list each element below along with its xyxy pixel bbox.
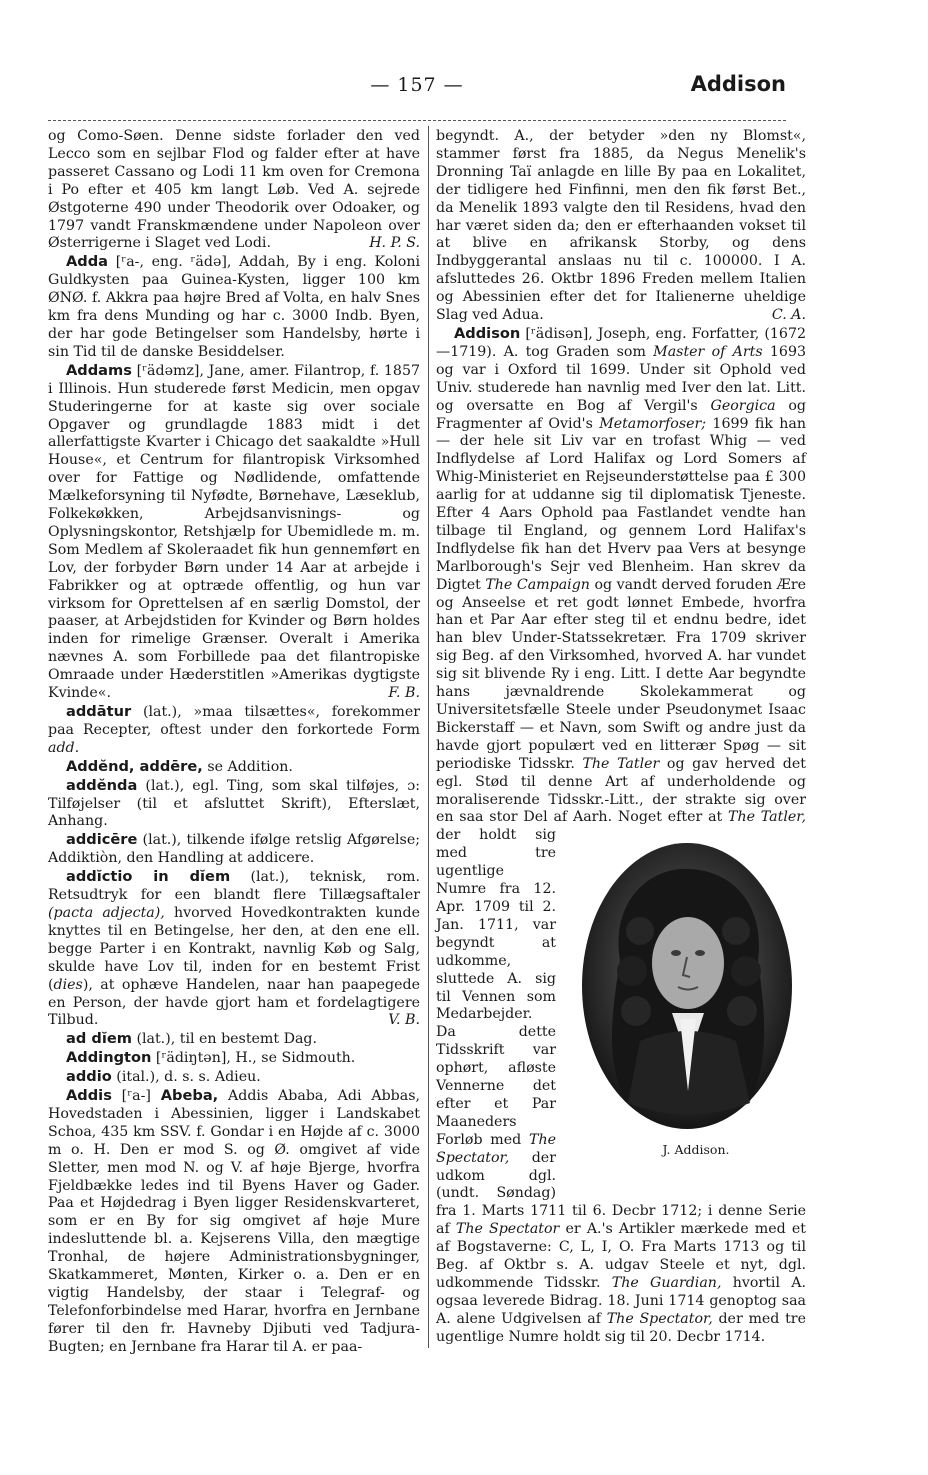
author-signature: F. B.	[388, 685, 420, 702]
left-column	[48, 128, 420, 1357]
entry-addis-abeba: Addis [ʳa-] Abeba, Addis Ababa, Adi Abbas, Hovedstaden i Abessinien, ligger i Landskabet Schoa, 435 km SSV. f. Gondar i en Højde af c. 3000 m o. H. Den er mod S. og Ø. omgivet af vide Sletter, men mod N. og V. af høje Bjerge, hvorfra Fjeldbække ledes ind til Byens Haver og Gader. Paa et Højdedrag i Byen ligger Residenskvarteret, som er en By for sig omgivet af høje Mure indesluttende bl. a. Kejserens Villa, den mægtige Tronhal, de højere Administrationsbygninger, Skatkammeret, Mønten, Kirker o. a. Den er en vigtig Handelsby, der staar i Telegraf- og Telefonforbindelse med Harar, hvorfra en Jernbane fører til den fr. Havneby Djibuti ved Tadjura-Bugten; en Jernbane fra Harar til A. er paa-	[48, 1087, 420, 1355]
header-rule	[48, 120, 786, 121]
entry-addis-abeba-continuation: begyndt. A., der betyder »den ny Blomst«, stammer først fra 1885, da Negus Menelik's Dronning Taï anlagde en lille By paa en Lokalitet, der tidligere hed Finfinni, men den fik først Bet., da Menelik 1893 valgte den til Residens, hvad den har været siden da; den er efterhaanden vokset til at blive en afrikansk Storby, og dens Indbyggerantal anslaas nu til c. 100000. I A. afsluttedes 26. Oktbr 1896 Freden mellem Italien og Abessinien efter det for Italienerne uheldige Slag ved Adua. C. A.	[436, 128, 806, 324]
portrait-figure	[562, 835, 812, 1190]
headword: Addington	[66, 1049, 152, 1067]
entry-addison: Addison [ʳädisən], Joseph, eng. Forfatter, (1672—1719). A. tog Graden som Master of Arts 1693 og var i Oxford til 1699. Under sit Ophold ved Univ. studerede han navnlig med Iver den lat. Litt. og oversatte en Bog af Vergil's Georgica og Fragmenter af Ovid's Metamorfoser; 1699 fik han — der hele sit Liv var en trofast Whig — ved Indflydelse af Lord Halifax og Lord Somers af Whig-Ministeriet en Rejseunderstøttelse paa £ 300 aarlig for at uddanne sig til diplomatisk Tjeneste. Efter 4 Aars Ophold paa Fastlandet vendte han tilbage til England, og gennem Lord Halifax's Indflydelse fik han det Hverv paa Vers at besynge Marlborough's Sejr ved Blenheim. Han skrev da Digtet The Campaign og vandt derved foruden Ære og Anseelse et ret godt lønnet Embede, hvorfra han et Par Aar efter steg til et endnu bedre, idet han blev Under-Statssekretær. Fra 1709 skriver sig Beg. af den Virksomhed, hvorved A. har vundet sig sit blivende Ry i eng. Litt. I dette Aar begyndte hans jævnaldrende Skolekammerat og Universitetsfælle Steele under Pseudonymet Isaac Bickerstaff — et Navn, som Swift og andre just da havde gjort populært ved en litterær Spøg — sit periodiske Tidsskr. The Tatler og gav herved det egl. Stød til denne Art af underholdende og moraliserende Tidsskr.-Litt., der strakte sig over en saa stor Del af Aarh. Noget efter at The Tatler, J. Addison. der holdt sig med tre ugentlige Numre fra 12. Apr. 1709 til 2. Jan. 1711, var begyndt at udkomme, sluttede A. sig til Vennen som Medarbejder. Da dette Tidsskrift var ophørt, afløste Vennerne det efter et Par Maaneders Forløb med The Spectator, der udkom dgl. (undt. Søndag) fra 1. Marts 1711 til 6. Decbr 1712; i denne Serie af The Spectator er A.'s Artikler mærkede med et af Bogstaverne: C, L, I, O. Fra Marts 1713 og til Beg. af Oktbr s. A. udgav Steele et nyt, dgl. udkommende Tidsskr. The Guardian, hvortil A. ogsaa leverede Bidrag. 18. Juni 1714 genoptog saa A. alene Udgivelsen af The Spectator, der med tre ugentlige Numre holdt sig til 20. Decbr 1714.	[436, 325, 806, 1347]
headword: ad dĭem	[66, 1030, 132, 1048]
headword: addicēre	[66, 831, 138, 849]
page-header	[48, 72, 786, 104]
headword: Addison	[454, 324, 521, 342]
entry-ad-diem: ad dĭem (lat.), til en bestemt Dag.	[66, 1030, 318, 1048]
author-signature: C. A.	[771, 307, 806, 324]
entry-addictio-in-diem: addĭctio in dĭem (lat.), teknisk, rom. Retsudtryk for een blandt flere Tillægsaftaler (pacta adjecta), hvorved Hovedkontrakten kunde knyttes til en Betingelse, her den, at den ene ell. begge Parter i en Kontrakt, navnlig Køb og Salg, skulde have Lov til, inden for en bestemt Frist (dies), at ophæve Handelen, naar han paapegede en Person, der havde gjort ham et fordelagtigere Tilbud. V. B.	[48, 868, 420, 1029]
entry-addams: Addams [ʳädəmz], Jane, amer. Filantrop, f. 1857 i Illinois. Hun studerede først Medicin, men opgav Studeringerne for at kaste sig over sociale Opgaver og grundlagde 1883 midt i det allerfattigste Kvarter i Chicago det saakaldte »Hull House«, et Centrum for filantropisk Virksomhed over for Fattige og Nødlidende, omfattende Mælkeforsyning til Nyfødte, Børnehave, Læseklub, Folkekøkken, Arbejdsanvisnings- og Oplysningskontor, Retshjælp for Ubemidlede m. m. Som Medlem af Skoleraadet fik hun gennemført en Lov, der forbyder Børn under 14 Aar at arbejde i Fabrikker og at optræde offentlig, og hun var virksom for Oprettelsen af en særlig Domstol, der paaser, at Arbejdstiden for Kvinder og Børn holdes inden for rimelige Grænser. Overalt i Amerika nævnes A. som Forbillede paa det filantropiske Omraade under Hæderstitlen »Amerikas dygtigste Kvinde«. F. B.	[48, 361, 420, 702]
headword: Addis	[66, 1087, 112, 1105]
headword: Adda	[66, 253, 109, 271]
headword: Addĕnd, addēre,	[66, 757, 203, 775]
addison-portrait-image	[580, 841, 794, 1131]
entry-addicere: addicēre (lat.), tilkende ifølge retslig Afgørelse; Addiktiòn, den Handling at addicere.	[48, 831, 420, 867]
headword: addio	[66, 1068, 112, 1086]
entry-addio: addio (ital.), d. s. s. Adieu.	[66, 1068, 261, 1086]
author-signature: V. B.	[388, 1012, 420, 1029]
portrait-caption: J. Addison.	[662, 1142, 730, 1158]
headword: addĕnda	[66, 776, 138, 794]
headword: Addams	[66, 361, 132, 379]
entry-addenda: addĕnda (lat.), egl. Ting, som skal tilføjes, ɔ: Tilføjelser (til et afsluttet Skrift), Efterslæt, Anhang.	[48, 776, 420, 830]
headword: Abeba,	[160, 1087, 219, 1105]
entry-addatur: addātur (lat.), »maa tilsættes«, forekommer paa Recepter, oftest under den forkortede Form add.	[48, 703, 420, 756]
headword: addātur	[66, 703, 132, 720]
column-divider	[428, 126, 429, 1348]
page-number: — 157 —	[370, 74, 464, 96]
entry-adda: Adda [ʳa-, eng. ʳädə], Addah, By i eng. Koloni Guldkysten paa Guinea-Kysten, ligger 100 km ØNØ. f. Akkra paa højre Bred af Volta, en halv Snes km fra dens Munding og har c. 3000 Indb. Byen, der har gode Betingelser som Handelsby, hørte i sin Tid til de danske Besiddelser.	[48, 253, 420, 360]
headword: addĭctio in dĭem	[66, 868, 231, 886]
running-head: Addison	[690, 72, 786, 96]
author-signature: H. P. S.	[369, 235, 420, 252]
entry-como-continuation: og Como-Søen. Denne sidste forlader den ved Lecco som en sejlbar Flod og falder efter at have passeret Cassano og Lodi 11 km oven for Cremona i Po efter et 405 km langt Løb. Ved A. sejrede Østgoterne 490 under Theodorik over Odoaker, og 1797 vandt Franskmændene under Napoleon over Østerrigerne i Slaget ved Lodi. H. P. S.	[48, 128, 420, 252]
right-column	[436, 128, 806, 1347]
entry-addend: Addĕnd, addēre, se Addition.	[66, 757, 293, 775]
entry-addington: Addington [ʳädiŋtən], H., se Sidmouth.	[66, 1049, 356, 1067]
